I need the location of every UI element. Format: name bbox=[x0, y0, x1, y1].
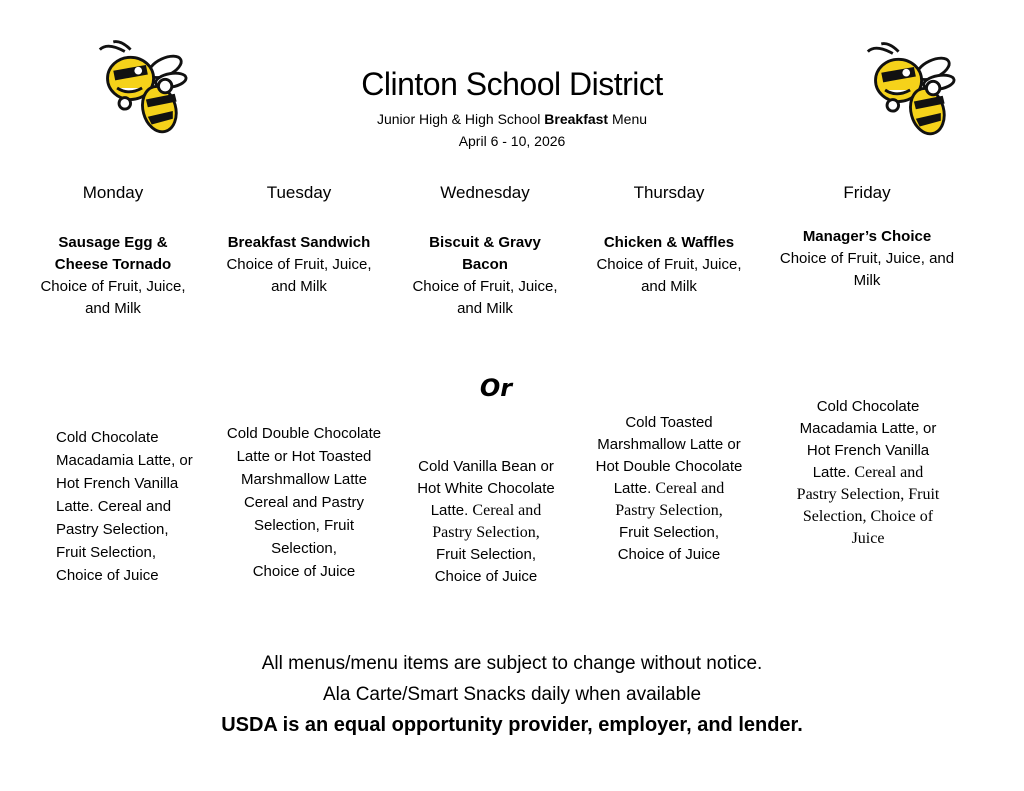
alternate-line: Pastry Selection, Fruit bbox=[796, 486, 940, 503]
alternate-line: Cereal and Pastry bbox=[243, 494, 365, 511]
alternate-line: Marshmallow Latte bbox=[241, 471, 367, 488]
entree-side-line: Milk bbox=[853, 272, 881, 289]
entree-side-line: and Milk bbox=[85, 300, 141, 317]
entree-side-line: and Milk bbox=[641, 278, 697, 295]
entree-side-line: Choice of Fruit, Juice, and bbox=[779, 250, 955, 267]
alternate-line: Hot French Vanilla bbox=[56, 475, 179, 492]
alternate-line bbox=[584, 478, 754, 500]
entree-main-line: Bacon bbox=[462, 256, 508, 273]
alternate-thursday bbox=[584, 412, 754, 566]
or-divider: Or bbox=[479, 374, 513, 402]
alternate-line: Hot French Vanilla bbox=[806, 442, 930, 459]
alternate-line-part: Cereal and bbox=[854, 464, 924, 481]
subtitle-prefix: Junior High & High School bbox=[376, 111, 545, 127]
day-heading-friday: Friday bbox=[843, 183, 891, 202]
alternate-line: Fruit Selection, bbox=[56, 544, 157, 561]
alternate-line: Cold Vanilla Bean or bbox=[418, 458, 554, 475]
alternate-line: Selection, bbox=[271, 540, 337, 557]
alternate-line: Choice of Juice bbox=[56, 567, 159, 584]
alternate-line: Cold Chocolate bbox=[56, 429, 159, 446]
alternate-line: Choice of Juice bbox=[252, 563, 356, 580]
alternate-line: Pastry Selection, bbox=[56, 521, 169, 538]
day-heading-monday: Monday bbox=[82, 183, 144, 202]
alternate-line-part: Cereal and bbox=[472, 502, 542, 519]
alternate-line bbox=[400, 500, 572, 522]
day-heading-wednesday: Wednesday bbox=[440, 183, 530, 202]
alternate-line: Choice of Juice bbox=[434, 568, 538, 585]
entree-side-line: and Milk bbox=[457, 300, 513, 317]
alternate-line-part: Latte. bbox=[812, 464, 851, 481]
entree-main-line: Sausage Egg & bbox=[58, 234, 168, 251]
alternate-line: Fruit Selection, bbox=[618, 524, 720, 541]
alternate-line: Selection, Fruit bbox=[253, 517, 355, 534]
entree-side-line: and Milk bbox=[271, 278, 327, 295]
alternate-line: Pastry Selection, bbox=[432, 524, 540, 541]
alternate-line: Pastry Selection, bbox=[615, 502, 723, 519]
alternate-line bbox=[786, 462, 950, 484]
entree-main-line: Biscuit & Gravy bbox=[429, 234, 541, 251]
entree-main-line: Breakfast Sandwich bbox=[227, 234, 371, 251]
alternate-line: Macadamia Latte, or bbox=[56, 452, 193, 469]
entree-main-line: Chicken & Waffles bbox=[603, 234, 735, 251]
entree-side-line: Choice of Fruit, Juice, bbox=[226, 256, 372, 273]
page-title: Clinton School District bbox=[361, 66, 663, 102]
alternate-line: Marshmallow Latte or bbox=[597, 436, 741, 453]
alternate-monday bbox=[56, 426, 193, 587]
alternate-line: Hot Double Chocolate bbox=[595, 458, 743, 475]
alternate-line-part: Latte. bbox=[430, 502, 469, 519]
entree-thursday bbox=[584, 232, 754, 298]
entree-wednesday bbox=[400, 232, 570, 320]
entree-friday bbox=[772, 226, 962, 292]
entree-main-line: Cheese Tornado bbox=[54, 256, 172, 273]
entree-tuesday bbox=[214, 232, 384, 298]
alternate-line: Cold Double Chocolate bbox=[226, 425, 382, 442]
alternate-line: Juice bbox=[851, 530, 885, 547]
menu-dates: April 6 - 10, 2026 bbox=[458, 133, 566, 149]
subtitle-bold: Breakfast bbox=[544, 111, 609, 127]
entree-side-line: Choice of Fruit, Juice, bbox=[596, 256, 742, 273]
alternate-tuesday bbox=[214, 422, 394, 583]
alternate-line: Choice of Juice bbox=[617, 546, 721, 563]
alternate-line: Hot White Chocolate bbox=[417, 480, 555, 497]
alternate-line-part: Latte. bbox=[613, 480, 652, 497]
alternate-line: Latte. Cereal and bbox=[56, 498, 172, 515]
alternate-friday bbox=[786, 396, 950, 550]
alternate-line: Cold Chocolate bbox=[816, 398, 920, 415]
menu-subtitle bbox=[0, 111, 1024, 127]
alternate-line: Latte or Hot Toasted bbox=[236, 448, 372, 465]
entree-main-line: Manager’s Choice bbox=[802, 228, 932, 245]
alternate-line: Fruit Selection, bbox=[435, 546, 537, 563]
subtitle-suffix: Menu bbox=[608, 111, 648, 127]
alternate-line: Selection, Choice of bbox=[802, 508, 934, 525]
footer-disclaimer: All menus/menu items are subject to change without notice. bbox=[261, 653, 763, 674]
alternate-wednesday bbox=[400, 456, 572, 588]
day-heading-tuesday: Tuesday bbox=[266, 183, 332, 202]
footer-usda-statement: USDA is an equal opportunity provider, employer, and lender. bbox=[221, 714, 803, 736]
alternate-line-part: Cereal and bbox=[655, 480, 725, 497]
alternate-line: Cold Toasted bbox=[625, 414, 713, 431]
entree-monday bbox=[28, 232, 198, 320]
entree-side-line: Choice of Fruit, Juice, bbox=[40, 278, 186, 295]
entree-side-line: Choice of Fruit, Juice, bbox=[412, 278, 558, 295]
footer-snacks-note: Ala Carte/Smart Snacks daily when available bbox=[322, 684, 702, 705]
day-heading-thursday: Thursday bbox=[633, 183, 705, 202]
alternate-line: Macadamia Latte, or bbox=[799, 420, 937, 437]
